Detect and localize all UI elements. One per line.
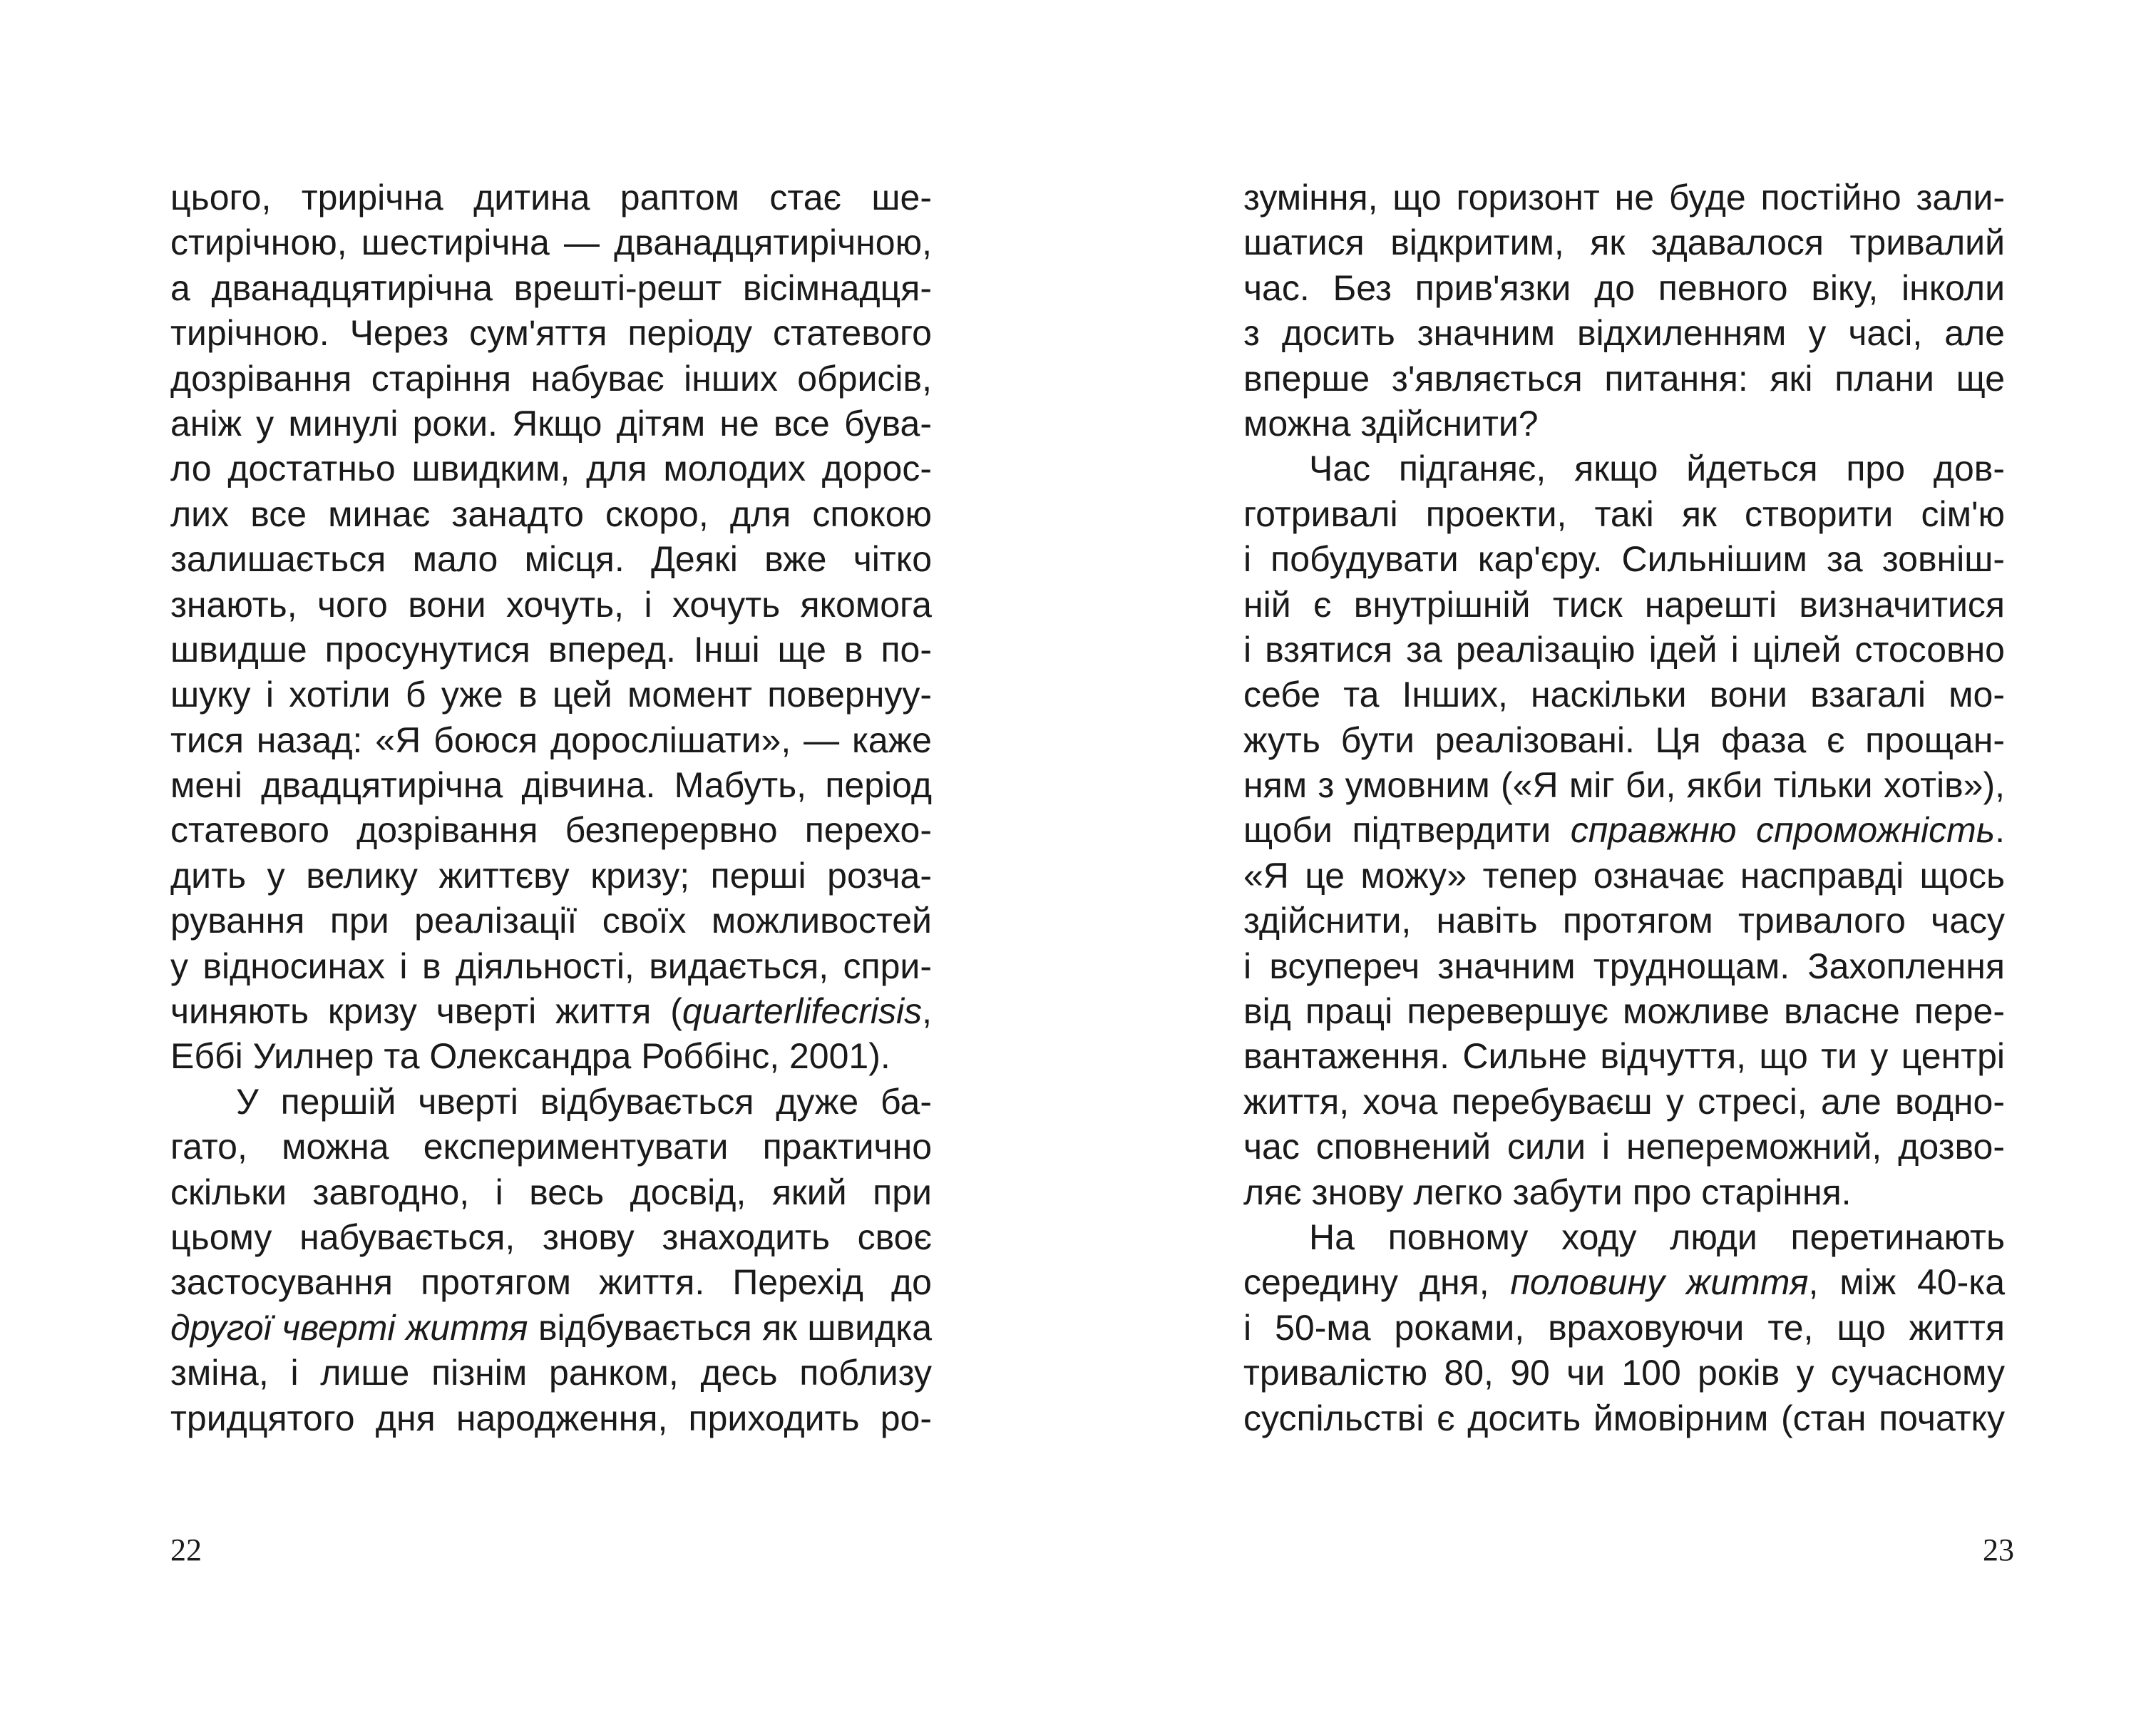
text-line xyxy=(1243,266,2005,311)
text-line xyxy=(170,989,932,1034)
text-line xyxy=(170,1034,932,1079)
text-line xyxy=(1243,1170,2005,1215)
text-run: готривалі проекти, такі як створити сім'ю xyxy=(1243,493,2005,534)
text-line xyxy=(170,1080,932,1125)
text-line xyxy=(1243,357,2005,401)
text-run: себе та Інших, наскільки вони взагалі мо- xyxy=(1243,675,2005,715)
text-run: дозрівання старіння набуває інших обрисів, xyxy=(170,358,932,399)
text-run: від праці перевершує можливе власне пере- xyxy=(1243,991,2005,1032)
text-line xyxy=(1243,989,2005,1034)
text-run: з досить значним відхиленням у часі, але xyxy=(1243,313,2005,354)
text-line xyxy=(170,446,932,491)
text-run: тися назад: «Я боюся дорослішати», — каже xyxy=(170,720,932,760)
text-line xyxy=(170,1306,932,1351)
text-line xyxy=(1243,763,2005,808)
text-line xyxy=(1243,537,2005,582)
text-line xyxy=(1243,1260,2005,1305)
page-number-right: 23 xyxy=(1983,1532,2014,1567)
left-page-text xyxy=(170,175,932,1441)
text-line xyxy=(1243,401,2005,446)
text-run: мені двадцятирічна дівчина. Мабуть, період xyxy=(170,765,932,806)
text-run: і 50-ма роками, враховуючи те, що життя xyxy=(1243,1307,2005,1348)
text-line xyxy=(1243,718,2005,763)
text-line xyxy=(170,1260,932,1305)
text-line xyxy=(1243,672,2005,717)
text-line xyxy=(1243,854,2005,898)
text-line xyxy=(170,628,932,672)
text-line xyxy=(1243,944,2005,989)
text-line xyxy=(1243,1034,2005,1079)
text-line xyxy=(170,1215,932,1260)
text-line xyxy=(170,583,932,628)
text-run: у відносинах і в діяльності, видається, спри- xyxy=(170,946,932,986)
text-run: У першій чверті відбувається дуже ба- xyxy=(236,1081,932,1122)
text-run: можна здійснити? xyxy=(1243,403,1539,444)
text-line xyxy=(170,220,932,265)
text-run: тридцятого дня народження, приходить ро- xyxy=(170,1398,932,1438)
text-run: ній є внутрішній тиск нарешті визначитися xyxy=(1243,584,2005,625)
text-run: аніж у минулі роки. Якщо дітям не все бува- xyxy=(170,403,932,444)
text-run: ням з умовним («Я міг би, якби тільки хотів»), xyxy=(1243,765,2005,806)
text-run: гато, можна експериментувати практично xyxy=(170,1127,932,1167)
text-run: шуку і хотіли б уже в цей момент повернуу- xyxy=(170,675,932,715)
emphasis-run: quarterlifecrisis xyxy=(682,991,923,1032)
text-line xyxy=(1243,583,2005,628)
text-run: а дванадцятирічна врешті-решт вісімнадця- xyxy=(170,267,932,308)
text-run: зміна, і лише пізнім ранком, десь поблизу xyxy=(170,1353,932,1393)
text-line xyxy=(170,1170,932,1215)
text-line xyxy=(170,311,932,356)
text-run: швидше просунутися вперед. Інші ще в по- xyxy=(170,629,932,670)
text-line xyxy=(170,718,932,763)
text-line xyxy=(170,763,932,808)
text-line xyxy=(170,266,932,311)
emphasis-run: другої чверті життя xyxy=(170,1307,528,1348)
text-line xyxy=(1243,175,2005,220)
text-run: здійснити, навіть протягом тривалого часу xyxy=(1243,901,2005,941)
text-run: і побудувати кар'єру. Сильнішим за зовніш- xyxy=(1243,539,2005,580)
text-run: Еббі Уилнер та Олександра Роббінс, 2001). xyxy=(170,1036,890,1077)
text-run: стирічною, шестирічна — дванадцятирічною, xyxy=(170,222,932,263)
text-run: вантаження. Сильне відчуття, що ти у центрі xyxy=(1243,1036,2005,1077)
text-run: вперше з'являється питання: які плани ще xyxy=(1243,358,2005,399)
text-run: , між 40-ка xyxy=(1808,1262,2006,1303)
text-line xyxy=(1243,628,2005,672)
text-run: «Я це можу» тепер означає насправді щось xyxy=(1243,855,2005,896)
text-line xyxy=(170,898,932,943)
text-run: тирічною. Через сум'яття періоду статевого xyxy=(170,313,932,354)
right-page xyxy=(1078,0,2156,1710)
text-line xyxy=(1243,311,2005,356)
text-run: суспільстві є досить ймовірним (стан початку xyxy=(1243,1398,2005,1438)
text-line xyxy=(170,492,932,537)
text-run: , xyxy=(922,991,932,1032)
text-line xyxy=(170,401,932,446)
text-line xyxy=(170,854,932,898)
text-run: ляє знову легко забути про старіння. xyxy=(1243,1172,1852,1212)
text-line xyxy=(1243,808,2005,853)
text-run: . xyxy=(1995,810,2005,851)
text-line xyxy=(1243,220,2005,265)
text-run: жуть бути реалізовані. Ця фаза є прощан- xyxy=(1243,720,2005,760)
text-run: скільки завгодно, і весь досвід, який при xyxy=(170,1172,932,1212)
emphasis-run: справжню спроможність xyxy=(1570,810,1996,851)
page-number-left: 22 xyxy=(170,1532,202,1567)
text-line xyxy=(1243,1080,2005,1125)
text-run: цього, трирічна дитина раптом стає ше- xyxy=(170,178,932,217)
text-run: середину дня, xyxy=(1243,1262,1511,1303)
text-run: лих все минає занадто скоро, для спокою xyxy=(170,493,932,534)
text-line xyxy=(170,1396,932,1441)
text-line xyxy=(1243,1125,2005,1169)
text-run: час сповнений сили і непереможний, дозво- xyxy=(1243,1127,2005,1167)
text-line xyxy=(1243,1351,2005,1396)
text-run: дить у велику життєву кризу; перші розча- xyxy=(170,855,932,896)
text-run: Час підганяє, якщо йдеться про дов- xyxy=(1309,449,2005,489)
text-run: статевого дозрівання безперервно перехо- xyxy=(170,810,932,851)
text-line xyxy=(1243,1396,2005,1441)
text-line xyxy=(170,1125,932,1169)
text-line xyxy=(170,1351,932,1396)
emphasis-run: половину життя xyxy=(1510,1262,1809,1303)
text-run: чиняють кризу чверті життя ( xyxy=(170,991,682,1032)
text-run: тривалістю 80, 90 чи 100 років у сучасному xyxy=(1243,1353,2005,1393)
text-line xyxy=(170,944,932,989)
text-line xyxy=(170,808,932,853)
text-line xyxy=(1243,492,2005,537)
text-run: залишається мало місця. Деякі вже чітко xyxy=(170,539,932,580)
text-run: рування при реалізації своїх можливостей xyxy=(170,901,932,941)
text-run: застосування протягом життя. Перехід до xyxy=(170,1262,932,1303)
text-run: і всупереч значним труднощам. Захоплення xyxy=(1243,946,2005,986)
text-line xyxy=(170,672,932,717)
text-run: щоби підтвердити xyxy=(1243,810,1571,851)
text-line xyxy=(1243,1306,2005,1351)
text-run: шатися відкритим, як здавалося тривалий xyxy=(1243,222,2005,263)
text-run: знають, чого вони хочуть, і хочуть якомога xyxy=(170,584,932,625)
text-run: На повному ходу люди перетинають xyxy=(1309,1217,2005,1257)
text-run: і взятися за реалізацію ідей і цілей стосовно xyxy=(1243,629,2005,670)
text-run: ло достатньо швидким, для молодих дорос- xyxy=(170,449,932,489)
text-line xyxy=(170,175,932,220)
text-run: відбувається як швидка xyxy=(528,1307,932,1348)
text-run: життя, хоча перебуваєш у стресі, але водно- xyxy=(1243,1081,2005,1122)
text-line xyxy=(1243,1215,2005,1260)
text-run: зуміння, що горизонт не буде постійно зали- xyxy=(1243,178,2005,217)
text-line xyxy=(1243,446,2005,491)
text-run: час. Без прив'язки до певного віку, інколи xyxy=(1243,267,2005,308)
text-line xyxy=(1243,898,2005,943)
text-run: цьому набувається, знову знаходить своє xyxy=(170,1217,932,1257)
text-line xyxy=(170,537,932,582)
right-page-text xyxy=(1243,175,2005,1441)
text-line xyxy=(170,357,932,401)
